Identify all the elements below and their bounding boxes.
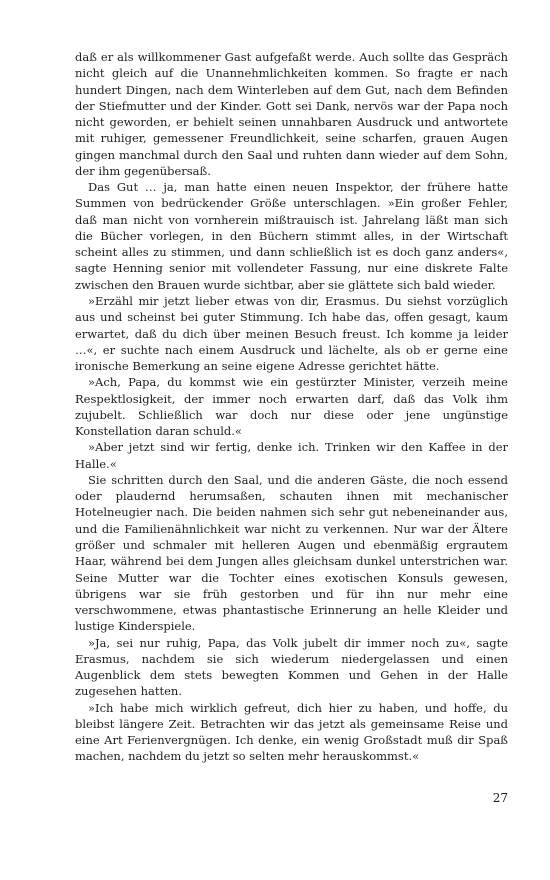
paragraph: daß er als willkommener Gast aufgefaßt werde. Auch sollte das Gespräch nicht gleich auf die Unannehmlichkeiten kommen. So fragte er nach hundert Dingen, nach dem Winterleben auf dem Gut, nach dem Befinden der Stiefmutter und der Kinder. Gott sei Dank, nervös war der Papa noch nicht geworden, er behielt seinen unnahbaren Ausdruck und antwortete mit ruhiger, gemessener Freundlichkeit, seine scharfen, grauen Augen gingen manchmal durch den Saal und ruhten dann wieder auf dem Sohn, der ihm gegenübersaß. [75, 50, 508, 178]
paragraph: »Aber jetzt sind wir fertig, denke ich. Trinken wir den Kaffee in der Halle.« [75, 440, 508, 471]
paragraph: »Ach, Papa, du kommst wie ein gestürzter Minister, verzeih meine Respektlosigkeit, der immer noch erwarten darf, daß das Volk ihm zujubelt. Schließlich war doch nur diese oder jene ungünstige Konstellation daran schuld.« [75, 375, 508, 439]
paragraph: »Erzähl mir jetzt lieber etwas von dir, Erasmus. Du siehst vorzüglich aus und scheinst bei guter Stimmung. Ich habe das, offen gesagt, kaum erwartet, daß du dich über meinen Besuch freust. Ich komme ja leider …«, er suchte nach einem Ausdruck und lächelte, als ob er gerne eine ironische Bemerkung an seine eigene Adresse gerichtet hätte. [75, 293, 508, 374]
paragraph: Das Gut … ja, man hatte einen neuen Inspektor, der frühere hatte Summen von bedrückender Größe unterschlagen. »Ein großer Fehler, daß man nicht von vornherein mißtrauisch ist. Jahrelang läßt man sich die Bücher vorlegen, in den Büchern stimmt alles, in der Wirtschaft scheint alles zu stimmen, und dann schließlich ist es doch ganz anders«, sagte Henning senior mit vollendeter Fassung, nur eine diskrete Falte zwischen den Brauen wurde sichtbar, aber sie glättete sich bald wieder. [75, 180, 508, 292]
page-number: 27 [492, 791, 508, 805]
paragraph: Sie schritten durch den Saal, und die anderen Gäste, die noch essend oder plaudernd herumsaßen, schauten ihnen mit mechanischer Hotelneugier nach. Die beiden nahmen sich sehr gut nebeneinander aus, und die Familienähnlichkeit war nicht zu verkennen. Nur war der Ältere größer und schmaler mit helleren Augen und ebenmäßig ergrautem Haar, während bei dem Jungen alles gleichsam dunkel unterstrichen war. Seine Mutter war die Tochter eines exotischen Konsuls gewesen, übrigens war sie früh gestorben und für ihn nur mehr eine verschwommene, etwas phantastische Erinnerung an helle Kleider und lustige Kinderspiele. [75, 472, 508, 634]
paragraph: »Ja, sei nur ruhig, Papa, das Volk jubelt dir immer noch zu«, sagte Erasmus, nachdem sie sich wiederum niedergelassen und einen Augenblick dem stets bewegten Kommen und Gehen in der Halle zugesehen hatten. [75, 635, 508, 699]
paragraph: »Ich habe mich wirklich gefreut, dich hier zu haben, und hoffe, du bleibst längere Zeit. Betrachten wir das jetzt als gemeinsame Reise und eine Art Ferienvergnügen. Ich denke, ein wenig Großstadt muß dir Spaß machen, nachdem du jetzt so selten mehr herauskommst.« [75, 700, 508, 764]
body-text [75, 49, 508, 765]
